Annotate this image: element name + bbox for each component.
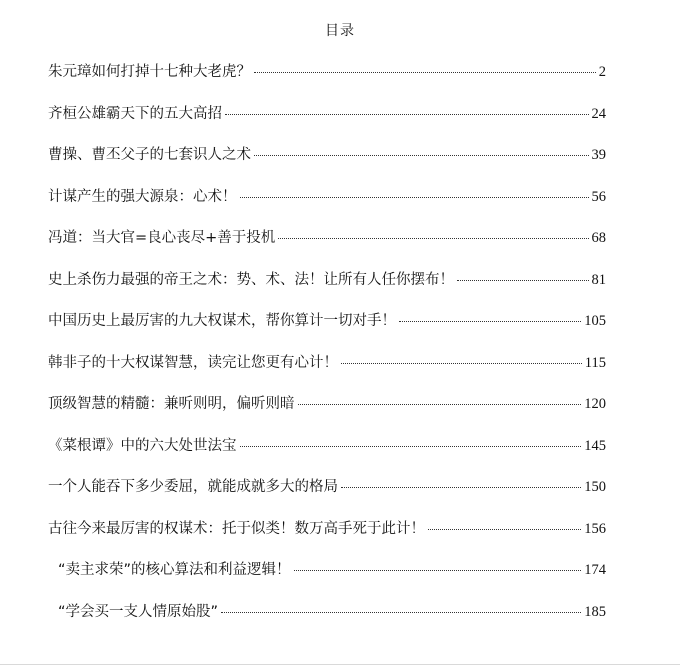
toc-dot-leader [240, 197, 589, 198]
toc-entry[interactable] [48, 351, 606, 393]
toc-entry[interactable] [48, 102, 606, 144]
toc-title: 目录 [325, 23, 355, 39]
toc-entry-page: 105 [584, 313, 606, 329]
toc-entry[interactable] [48, 475, 606, 517]
toc-entry[interactable] [48, 143, 606, 185]
toc-dot-leader [240, 446, 582, 447]
toc-dot-leader [399, 321, 581, 322]
toc-dot-leader [278, 238, 588, 239]
toc-entry-title: 一个人能吞下多少委屈，就能成就多大的格局 [48, 479, 338, 495]
toc-dot-leader [341, 363, 582, 364]
toc-entry-title: 史上杀伤力最强的帝王之术：势、术、法！让所有人任你摆布！ [48, 271, 454, 288]
toc-entry-title: 曹操、曹丕父子的七套识人之术 [48, 147, 251, 163]
toc-entry[interactable] [48, 60, 606, 102]
toc-dot-leader [428, 529, 581, 530]
toc-entry-title: 齐桓公雄霸天下的五大高招 [48, 105, 222, 122]
toc-entry-page: 145 [584, 437, 606, 454]
toc-entry[interactable] [48, 558, 606, 600]
toc-entry-page: 68 [591, 230, 606, 246]
toc-entry-page: 81 [591, 271, 606, 288]
toc-entry-page: 185 [584, 603, 606, 620]
toc-entry-title: 古往今来最厉害的权谋术：托于似类！数万高手死于此计！ [48, 520, 425, 537]
toc-entry[interactable] [48, 309, 606, 351]
toc-list [48, 60, 606, 641]
toc-entry-title: 中国历史上最厉害的九大权谋术，帮你算计一切对手！ [48, 313, 396, 329]
toc-entry-page: 39 [591, 147, 606, 163]
toc-entry-page: 150 [584, 479, 606, 495]
toc-entry[interactable] [48, 434, 606, 476]
toc-dot-leader [298, 404, 582, 405]
toc-entry[interactable] [48, 517, 606, 559]
toc-entry-page: 156 [584, 520, 606, 537]
toc-entry-title: “卖主求荣”的核心算法和利益逻辑！ [58, 562, 291, 578]
toc-dot-leader [254, 72, 596, 73]
toc-dot-leader [341, 487, 581, 488]
toc-entry[interactable] [48, 185, 606, 227]
toc-entry[interactable] [48, 268, 606, 310]
toc-entry-title: “学会买一支人情原始股” [58, 603, 219, 620]
toc-entry-title: 朱元璋如何打掉十七种大老虎？ [48, 64, 251, 80]
toc-dot-leader [457, 280, 589, 281]
toc-entry-page: 120 [584, 396, 606, 412]
toc-entry[interactable] [48, 392, 606, 434]
toc-entry-title: 冯道：当大官=良心丧尽+善于投机 [48, 230, 276, 246]
toc-entry[interactable] [48, 226, 606, 268]
toc-dot-leader [221, 612, 581, 613]
toc-entry-page: 56 [591, 188, 606, 205]
toc-entry-page: 115 [584, 354, 606, 371]
toc-dot-leader [254, 155, 589, 156]
toc-entry-title: 《菜根谭》中的六大处世法宝 [48, 437, 237, 454]
toc-entry-title: 计谋产生的强大源泉：心术！ [48, 188, 237, 205]
toc-dot-leader [294, 570, 582, 571]
toc-dot-leader [225, 114, 589, 115]
toc-entry-title: 韩非子的十大权谋智慧，读完让您更有心计！ [48, 354, 338, 371]
toc-entry-page: 24 [591, 105, 606, 122]
toc-entry[interactable] [48, 600, 606, 642]
toc-entry-page: 2 [598, 64, 606, 80]
toc-entry-page: 174 [584, 562, 606, 578]
toc-entry-title: 顶级智慧的精髓：兼听则明，偏听则暗 [48, 396, 295, 412]
